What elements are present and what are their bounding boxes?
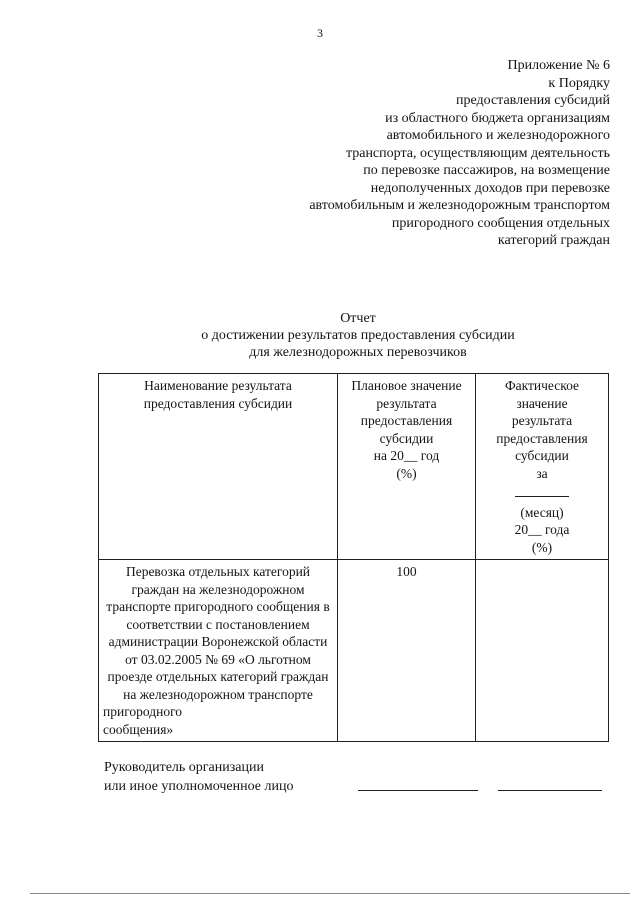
table-header-row (99, 374, 609, 560)
signature-block (104, 758, 293, 796)
appendix-header (230, 57, 610, 250)
appendix-line: предоставления субсидий (455, 93, 610, 108)
appendix-line: транспорта, осуществляющим деятельность (345, 145, 610, 161)
header-actual-value: Фактическое значение результата предоставления субсидии за (месяц) 20__ года (%) (476, 374, 609, 560)
signature-line (358, 790, 478, 791)
header-result-name: Наименование результата предоставления субсидии (99, 374, 338, 560)
header-planned-value: Плановое значение результата предоставления субсидии на 20__ год (%) (338, 374, 476, 560)
month-blank-line (480, 482, 604, 504)
report-title-line: Отчет (340, 311, 376, 326)
appendix-line: из областного бюджета организациям (385, 110, 610, 126)
signature-label: Руководитель организации (104, 760, 264, 775)
report-title (0, 310, 640, 361)
appendix-line: автомобильным и железнодорожным транспортом (309, 198, 610, 213)
appendix-line: недополученных доходов при перевозке (370, 180, 610, 196)
name-line (498, 790, 602, 791)
report-title-line: для железнодорожных перевозчиков (249, 345, 467, 360)
appendix-line: категорий граждан (497, 233, 610, 248)
signature-label: или иное уполномоченное лицо (104, 779, 294, 794)
appendix-line: Приложение № 6 (507, 58, 610, 73)
actual-value-cell (476, 560, 609, 742)
appendix-line: автомобильного и железнодорожного (386, 128, 610, 143)
page-number: 3 (317, 26, 323, 40)
report-table (98, 373, 609, 742)
appendix-line: к Порядку (548, 75, 610, 91)
appendix-line: пригородного сообщения отдельных (391, 215, 610, 231)
appendix-line: по перевозке пассажиров, на возмещение (363, 163, 610, 178)
page-bottom-rule (30, 893, 630, 894)
planned-value-cell: 100 (338, 560, 476, 742)
report-title-line: о достижении результатов предоставления субсидии (201, 328, 515, 343)
result-name-cell: Перевозка отдельных категорий граждан на железнодорожном транспорте пригородного сообщения в соответствии с постановлением администрации Воронежской области от 03.02.2005 № 69 «О льготном проезде отдельных категорий граждан на железнодорожном транспорте пригородного сообщения» (99, 560, 338, 742)
table-row (99, 560, 609, 742)
